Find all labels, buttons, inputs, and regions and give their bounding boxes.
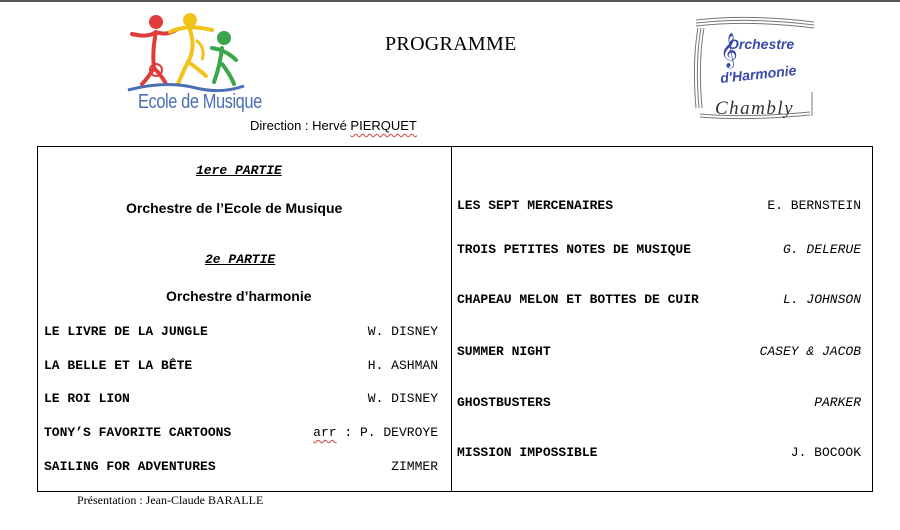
orchestra-logo-line3: Chambly	[715, 98, 795, 119]
piece-row	[44, 459, 438, 477]
part2-label: 2e PARTIE	[205, 252, 276, 267]
piece-composer: CASEY & JACOB	[759, 344, 861, 359]
direction-label: Direction : Hervé	[250, 118, 351, 133]
piece-title: LA BELLE ET LA BÊTE	[44, 358, 193, 373]
piece-composer: W. DISNEY	[367, 324, 438, 339]
direction-line	[250, 118, 417, 133]
piece-title: LE ROI LION	[44, 391, 130, 406]
piece-title: TONY’S FAVORITE CARTOONS	[44, 425, 232, 440]
piece-row	[44, 391, 438, 409]
part1-label: 1ere PARTIE	[196, 163, 282, 178]
piece-composer: G. DELERUE	[782, 242, 861, 257]
piece-title: GHOSTBUSTERS	[457, 395, 551, 410]
ecole-de-musique-logo	[126, 12, 262, 124]
piece-title: SAILING FOR ADVENTURES	[44, 459, 216, 474]
piece-title: SUMMER NIGHT	[457, 344, 551, 359]
svg-text:𝄞: 𝄞	[720, 33, 738, 68]
piece-composer: E. BERNSTEIN	[767, 198, 861, 213]
piece-row	[44, 425, 438, 443]
piece-composer: L. JOHNSON	[782, 292, 861, 307]
dancing-figures-icon	[126, 12, 246, 94]
piece-title: CHAPEAU MELON ET BOTTES DE CUIR	[457, 292, 699, 307]
piece-row	[457, 242, 861, 260]
piece-composer-wrap	[313, 425, 438, 440]
piece-title: LES SEPT MERCENAIRES	[457, 198, 614, 213]
presentation-credit: Présentation : Jean-Claude BARALLE	[77, 493, 264, 507]
piece-row	[457, 344, 861, 362]
piece-composer: H. ASHMAN	[367, 358, 438, 373]
piece-composer: : P. DEVROYE	[336, 425, 438, 440]
part2-orchestra: Orchestre d’harmonie	[166, 288, 312, 304]
director-name: PIERQUET	[350, 118, 417, 133]
piece-composer: J. BOCOOK	[790, 445, 861, 460]
orchestre-harmonie-logo	[690, 12, 818, 122]
piece-row	[44, 324, 438, 342]
piece-title: MISSION IMPOSSIBLE	[457, 445, 598, 460]
orchestra-logo-line1: Orchestre	[728, 36, 795, 52]
piece-composer: ZIMMER	[391, 459, 438, 474]
orchestra-logo-line2: d'Harmonie	[719, 62, 798, 86]
arranger-prefix: arr	[313, 425, 337, 440]
piece-composer: W. DISNEY	[367, 391, 438, 406]
school-logo-text: Ecole de Musique	[138, 91, 262, 113]
piece-row	[44, 358, 438, 376]
part1-orchestra: Orchestre de l’Ecole de Musique	[126, 200, 343, 216]
page-title: PROGRAMME	[385, 33, 517, 55]
piece-title: TROIS PETITES NOTES DE MUSIQUE	[457, 242, 692, 257]
piece-row	[457, 292, 861, 310]
piece-title: LE LIVRE DE LA JUNGLE	[44, 324, 208, 339]
top-rule	[0, 0, 900, 2]
piece-row	[457, 395, 861, 413]
piece-row	[457, 445, 861, 463]
piece-row	[457, 198, 861, 216]
piece-composer: PARKER	[814, 395, 861, 410]
column-divider	[451, 146, 452, 492]
